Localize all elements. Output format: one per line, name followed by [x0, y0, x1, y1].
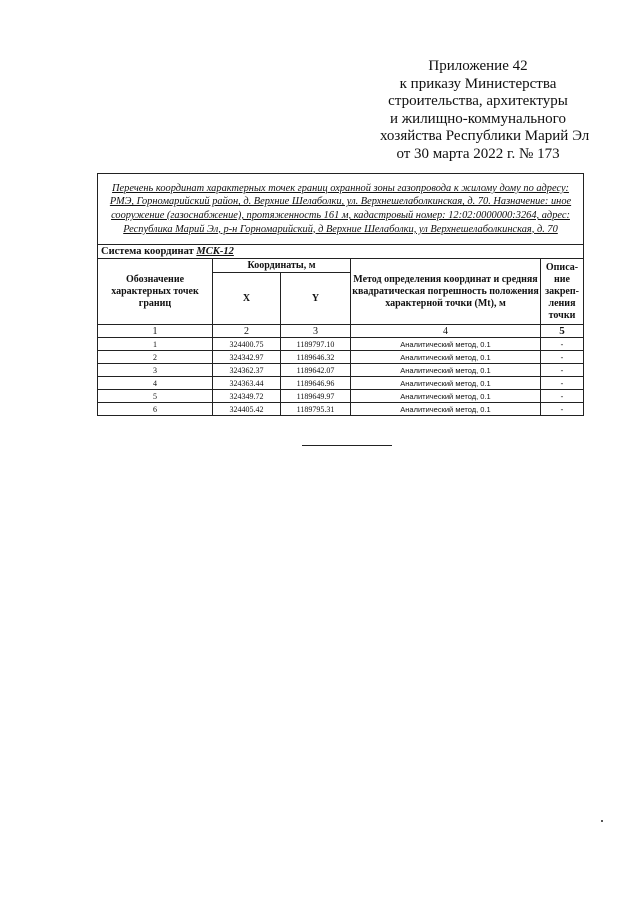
point-cell: 6: [98, 403, 213, 416]
column-numbers-row: [98, 325, 584, 338]
header-line: к приказу Министерства: [399, 75, 557, 92]
column-number: 5: [541, 325, 584, 338]
y-cell: 1189646.96: [281, 377, 351, 390]
x-cell: 324362.37: [213, 364, 281, 377]
header-point: Обозначение характерных точек границ: [98, 259, 213, 325]
x-cell: 324400.75: [213, 338, 281, 351]
table-row: [98, 390, 584, 403]
scan-speck: [601, 820, 603, 822]
method-cell: Аналитический метод, 0.1: [351, 338, 541, 351]
table-row: [98, 403, 584, 416]
method-cell: Аналитический метод, 0.1: [351, 364, 541, 377]
header-line: и жилищно-коммунального: [390, 110, 566, 127]
coordinate-system: [98, 245, 584, 259]
table-title: Перечень координат характерных точек границ охранной зоны газопровода к жилому дому по адресу: РМЭ, Горномарийский район, д. Верхние Шелаболки, ул. Верхнешелаболкинская, д. 70. Назначение: иное сооружение (газоснабжение), протяженность 161 м, кадастровый номер: 12:02:0000000:3264, адрес: Республика Марий Эл, р-н Горномарийский, д Верхние Шелаболки, ул Верхнешелаболкинская, д. 70: [98, 174, 584, 245]
column-number: 4: [351, 325, 541, 338]
table-title-row: [98, 174, 584, 245]
point-cell: 1: [98, 338, 213, 351]
header-fixing: Описа-ние закреп-ления точки: [541, 259, 584, 325]
header-coordinates: Координаты, м: [213, 259, 351, 273]
y-cell: 1189642.07: [281, 364, 351, 377]
method-cell: Аналитический метод, 0.1: [351, 377, 541, 390]
column-number: 2: [213, 325, 281, 338]
fixing-cell: -: [541, 338, 584, 351]
end-separator-line: [302, 445, 392, 446]
method-cell: Аналитический метод, 0.1: [351, 390, 541, 403]
x-cell: 324363.44: [213, 377, 281, 390]
header-line: хозяйства Республики Марий Эл: [380, 128, 590, 145]
method-cell: Аналитический метод, 0.1: [351, 403, 541, 416]
appendix-header: [380, 58, 590, 164]
x-cell: 324349.72: [213, 390, 281, 403]
header-line: от 30 марта 2022 г. № 173: [396, 145, 560, 162]
table-row: [98, 377, 584, 390]
table-row: [98, 338, 584, 351]
y-cell: 1189646.32: [281, 351, 351, 364]
coordinates-table: [97, 173, 584, 416]
coordinate-system-name: МСК-12: [196, 245, 234, 257]
header-line: строительства, архитектуры: [388, 93, 568, 110]
method-cell: Аналитический метод, 0.1: [351, 351, 541, 364]
point-cell: 5: [98, 390, 213, 403]
header-method: Метод определения координат и средняя квадратическая погрешность положения характерной точки (Mt), м: [351, 259, 541, 325]
table-row: [98, 364, 584, 377]
fixing-cell: -: [541, 377, 584, 390]
x-cell: 324405.42: [213, 403, 281, 416]
y-cell: 1189797.10: [281, 338, 351, 351]
fixing-cell: -: [541, 364, 584, 377]
column-number: 3: [281, 325, 351, 338]
header-line: Приложение 42: [428, 58, 528, 74]
coordinate-system-label: Система координат: [101, 245, 194, 257]
column-number: 1: [98, 325, 213, 338]
coordinate-system-row: [98, 245, 584, 259]
point-cell: 2: [98, 351, 213, 364]
table-row: [98, 351, 584, 364]
y-cell: 1189649.97: [281, 390, 351, 403]
point-cell: 4: [98, 377, 213, 390]
fixing-cell: -: [541, 403, 584, 416]
header-y: Y: [281, 273, 351, 325]
x-cell: 324342.97: [213, 351, 281, 364]
y-cell: 1189795.31: [281, 403, 351, 416]
fixing-cell: -: [541, 390, 584, 403]
point-cell: 3: [98, 364, 213, 377]
header-x: X: [213, 273, 281, 325]
fixing-cell: -: [541, 351, 584, 364]
header-row: [98, 259, 584, 273]
